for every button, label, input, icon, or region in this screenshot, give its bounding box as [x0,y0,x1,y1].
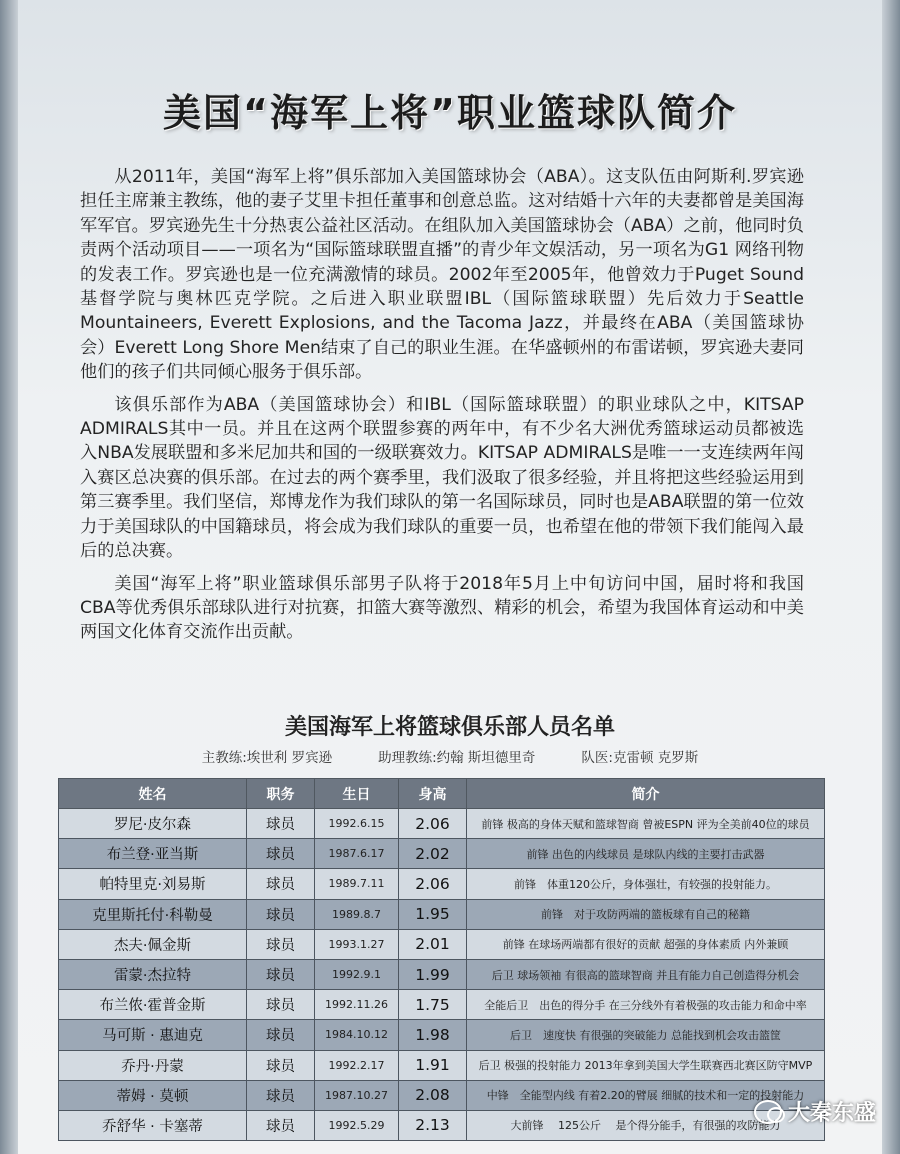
cell-name: 雷蒙·杰拉特 [59,959,247,989]
paragraph-2: 该俱乐部作为ABA（美国篮球协会）和IBL（国际篮球联盟）的职业球队之中，KITSAP ADMIRALS其中一员。并且在这两个联盟参赛的两年中，有不少名大洲优秀篮球运动员都被选入NBA发展联盟和多米尼加共和国的一级联赛效力。KITSAP ADMIRALS是唯一一支连续两年闯入赛区总决赛的俱乐部。在过去的两个赛季里，我们汲取了很多经验，并且将把这些经验运用到第三赛季里。我们坚信，郑博龙作为我们球队的第一名国际球员，同时也是ABA联盟的第一位效力于美国球队的中国籍球员，将会成为我们球队的重要一员，也希望在他的带领下我们能闯入最后的总决赛。 [80,394,804,562]
watermark [754,1096,876,1127]
cell-birth: 1987.6.17 [315,839,399,869]
cell-intro: 后卫 极强的投射能力 2013年拿到美国大学生联赛西北赛区防守MVP [467,1050,825,1080]
table-row [59,1020,825,1050]
table-row [59,809,825,839]
cell-birth: 1992.11.26 [315,990,399,1020]
cell-birth: 1992.2.17 [315,1050,399,1080]
cell-intro: 中锋 全能型内线 有着2.20的臂展 细腻的技术和一定的投射能力 [467,1080,825,1110]
cell-height: 1.75 [399,990,467,1020]
cell-position: 球员 [247,899,315,929]
header-intro: 简介 [467,779,825,809]
cell-birth: 1992.9.1 [315,959,399,989]
cell-position: 球员 [247,839,315,869]
roster-table [58,778,825,1141]
header-birth: 生日 [315,779,399,809]
watermark-text: 大秦东盛 [787,1101,876,1126]
cell-position: 球员 [247,1050,315,1080]
table-row [59,1080,825,1110]
table-row [59,899,825,929]
cell-position: 球员 [247,1080,315,1110]
cell-height: 2.06 [399,869,467,899]
cell-height: 2.06 [399,809,467,839]
cell-name: 乔舒华 · 卡塞蒂 [59,1110,247,1140]
cell-birth: 1993.1.27 [315,929,399,959]
cell-height: 1.99 [399,959,467,989]
paragraph-1: 从2011年，美国“海军上将”俱乐部加入美国篮球协会（ABA）。这支队伍由阿斯利.罗宾逊担任主席兼主教练，他的妻子艾里卡担任董事和创意总监。这对结婚十六年的夫妻都曾是美国海军军官。罗宾逊先生十分热衷公益社区活动。在组队加入美国篮球协会（ABA）之前，他同时负责两个活动项目——一项名为“国际篮球联盟直播”的青少年文娱活动，另一项名为G1 网络刊物的发表工作。罗宾逊也是一位充满激情的球员。2002年至2005年，他曾效力于Puget Sound基督学院与奥林匹克学院。之后进入职业联盟IBL（国际篮球联盟）先后效力于Seattle Mountaineers, Everett Explosions, and the Tacoma Jazz，并最终在ABA（美国篮球协会）Everett Long Shore Men结束了自己的职业生涯。在华盛顿州的布雷诺顿，罗宾逊夫妻同他们的孩子们共同倾心服务于俱乐部。 [80,167,804,383]
cell-height: 1.98 [399,1020,467,1050]
cell-intro: 前锋 对于攻防两端的篮板球有自己的秘籍 [467,899,825,929]
table-row [59,1050,825,1080]
cell-birth: 1984.10.12 [315,1020,399,1050]
cell-height: 1.95 [399,899,467,929]
cell-name: 乔丹·丹蒙 [59,1050,247,1080]
cell-name: 罗尼·皮尔森 [59,809,247,839]
cell-height: 2.01 [399,929,467,959]
cell-birth: 1989.7.11 [315,869,399,899]
cell-height: 2.08 [399,1080,467,1110]
cell-name: 帕特里克·刘易斯 [59,869,247,899]
cell-birth: 1987.10.27 [315,1080,399,1110]
cell-height: 2.02 [399,839,467,869]
header-name: 姓名 [59,779,247,809]
page-edge-right [882,0,900,1154]
cell-height: 2.13 [399,1110,467,1140]
header-position: 职务 [247,779,315,809]
cell-position: 球员 [247,1110,315,1140]
cell-birth: 1992.5.29 [315,1110,399,1140]
roster-title: 美国海军上将篮球俱乐部人员名单 [284,715,615,740]
page-title: 美国“海军上将”职业篮球队简介 [163,91,737,135]
cell-name: 杰夫·佩金斯 [59,929,247,959]
cell-position: 球员 [247,809,315,839]
table-row [59,990,825,1020]
cell-intro: 前锋 极高的身体天赋和篮球智商 曾被ESPN 评为全美前40位的球员 [467,809,825,839]
cell-intro: 后卫 球场领袖 有很高的篮球智商 并且有能力自己创造得分机会 [467,959,825,989]
cell-intro: 大前锋 125公斤 是个得分能手，有很强的攻防能力 [467,1110,825,1140]
cell-intro: 前锋 出色的内线球员 是球队内线的主要打击武器 [467,839,825,869]
table-row [59,1110,825,1140]
cell-name: 蒂姆 · 莫顿 [59,1080,247,1110]
cell-intro: 后卫 速度快 有很强的突破能力 总能找到机会攻击篮筐 [467,1020,825,1050]
head-coach: 主教练:埃世利 罗宾逊 [201,750,333,766]
cell-name: 克里斯托付·科勒曼 [59,899,247,929]
cell-position: 球员 [247,869,315,899]
assistant-coach: 助理教练:约翰 斯坦德里奇 [378,750,536,766]
cell-position: 球员 [247,959,315,989]
table-row [59,869,825,899]
cell-position: 球员 [247,990,315,1020]
roster-body [59,809,825,1141]
cell-intro: 全能后卫 出色的得分手 在三分线外有着极强的攻击能力和命中率 [467,990,825,1020]
page-edge-left [0,0,18,1154]
intro-text [80,165,804,653]
table-row [59,929,825,959]
cell-birth: 1989.8.7 [315,899,399,929]
roster-header-row [59,779,825,809]
cell-intro: 前锋 体重120公斤，身体强壮，有较强的投射能力。 [467,869,825,899]
cell-name: 布兰侬·霍普金斯 [59,990,247,1020]
header-height: 身高 [399,779,467,809]
wechat-icon [754,1100,782,1124]
cell-name: 布兰登·亚当斯 [59,839,247,869]
table-row [59,839,825,869]
staff-line [78,746,822,766]
cell-position: 球员 [247,1020,315,1050]
cell-height: 1.91 [399,1050,467,1080]
cell-birth: 1992.6.15 [315,809,399,839]
paragraph-3: 美国“海军上将”职业篮球俱乐部男子队将于2018年5月上中旬访问中国，届时将和我国CBA等优秀俱乐部球队进行对抗赛，扣篮大赛等激烈、精彩的机会，希望为我国体育运动和中美两国文化体育交流作出贡献。 [80,573,804,643]
table-row [59,959,825,989]
cell-intro: 前锋 在球场两端都有很好的贡献 超强的身体素质 内外兼顾 [467,929,825,959]
cell-name: 马可斯 · 惠迪克 [59,1020,247,1050]
cell-position: 球员 [247,929,315,959]
team-doctor: 队医:克雷顿 克罗斯 [581,750,699,766]
